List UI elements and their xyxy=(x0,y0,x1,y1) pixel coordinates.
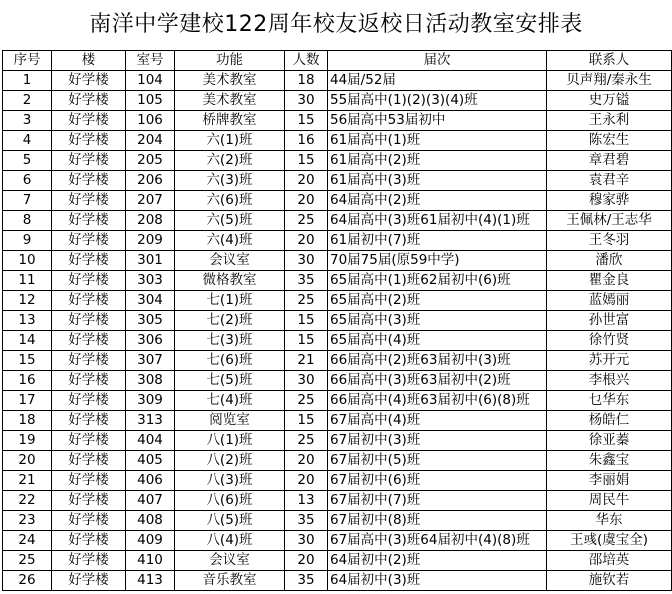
cell-count: 15 xyxy=(285,151,328,171)
cell-index: 8 xyxy=(3,211,52,231)
cell-class: 65届高中(3)班 xyxy=(328,311,547,331)
cell-room: 104 xyxy=(126,71,175,91)
cell-function: 八(2)班 xyxy=(175,451,285,471)
cell-count: 20 xyxy=(285,231,328,251)
cell-count: 30 xyxy=(285,91,328,111)
cell-building: 好学楼 xyxy=(52,91,126,111)
cell-class: 65届高中(2)班 xyxy=(328,291,547,311)
cell-count: 15 xyxy=(285,111,328,131)
cell-contact: 蓝嫣丽 xyxy=(547,291,672,311)
cell-count: 20 xyxy=(285,451,328,471)
cell-contact: 李根兴 xyxy=(547,371,672,391)
cell-count: 20 xyxy=(285,191,328,211)
column-header: 联系人 xyxy=(547,51,672,71)
cell-class: 66届高中(2)班63届初中(3)班 xyxy=(328,351,547,371)
cell-class: 67届初中(5)班 xyxy=(328,451,547,471)
cell-contact: 孙世富 xyxy=(547,311,672,331)
cell-function: 六(4)班 xyxy=(175,231,285,251)
cell-contact: 乜华东 xyxy=(547,391,672,411)
cell-count: 18 xyxy=(285,71,328,91)
cell-building: 好学楼 xyxy=(52,251,126,271)
cell-class: 61届初中(7)班 xyxy=(328,231,547,251)
cell-count: 16 xyxy=(285,131,328,151)
cell-index: 16 xyxy=(3,371,52,391)
cell-contact: 李丽娟 xyxy=(547,471,672,491)
cell-count: 15 xyxy=(285,331,328,351)
cell-function: 七(1)班 xyxy=(175,291,285,311)
cell-count: 35 xyxy=(285,511,328,531)
table-row xyxy=(3,191,672,211)
cell-room: 313 xyxy=(126,411,175,431)
header-row xyxy=(3,51,672,71)
cell-function: 六(3)班 xyxy=(175,171,285,191)
cell-building: 好学楼 xyxy=(52,431,126,451)
cell-index: 9 xyxy=(3,231,52,251)
cell-function: 会议室 xyxy=(175,551,285,571)
cell-room: 406 xyxy=(126,471,175,491)
cell-class: 67届高中(3)班64届初中(4)(8)班 xyxy=(328,531,547,551)
column-header: 功能 xyxy=(175,51,285,71)
cell-class: 66届高中(4)班63届初中(6)(8)班 xyxy=(328,391,547,411)
cell-index: 24 xyxy=(3,531,52,551)
table-row xyxy=(3,331,672,351)
cell-index: 12 xyxy=(3,291,52,311)
cell-contact: 周民牛 xyxy=(547,491,672,511)
cell-class: 70届75届(原59中学) xyxy=(328,251,547,271)
cell-index: 26 xyxy=(3,571,52,591)
cell-class: 61届高中(2)班 xyxy=(328,151,547,171)
cell-index: 5 xyxy=(3,151,52,171)
cell-building: 好学楼 xyxy=(52,471,126,491)
table-row xyxy=(3,71,672,91)
page-title: 南洋中学建校122周年校友返校日活动教室安排表 xyxy=(89,12,583,37)
cell-room: 309 xyxy=(126,391,175,411)
cell-class: 64届初中(3)班 xyxy=(328,571,547,591)
cell-count: 25 xyxy=(285,211,328,231)
cell-room: 405 xyxy=(126,451,175,471)
table-body xyxy=(3,71,672,591)
table-row xyxy=(3,391,672,411)
cell-building: 好学楼 xyxy=(52,571,126,591)
table-row xyxy=(3,551,672,571)
cell-function: 八(3)班 xyxy=(175,471,285,491)
table-row xyxy=(3,231,672,251)
cell-contact: 潘欣 xyxy=(547,251,672,271)
cell-index: 11 xyxy=(3,271,52,291)
cell-contact: 穆家骅 xyxy=(547,191,672,211)
cell-building: 好学楼 xyxy=(52,391,126,411)
cell-class: 67届高中(4)班 xyxy=(328,411,547,431)
column-header: 届次 xyxy=(328,51,547,71)
cell-function: 七(6)班 xyxy=(175,351,285,371)
cell-room: 308 xyxy=(126,371,175,391)
cell-contact: 袁君辛 xyxy=(547,171,672,191)
cell-building: 好学楼 xyxy=(52,271,126,291)
cell-room: 204 xyxy=(126,131,175,151)
cell-room: 409 xyxy=(126,531,175,551)
cell-function: 八(6)班 xyxy=(175,491,285,511)
cell-class: 67届初中(7)班 xyxy=(328,491,547,511)
table-row xyxy=(3,411,672,431)
cell-index: 21 xyxy=(3,471,52,491)
cell-function: 美术教室 xyxy=(175,91,285,111)
cell-contact: 杨皓仁 xyxy=(547,411,672,431)
cell-class: 64届高中(3)班61届初中(4)(1)班 xyxy=(328,211,547,231)
cell-index: 3 xyxy=(3,111,52,131)
table-row xyxy=(3,171,672,191)
cell-function: 会议室 xyxy=(175,251,285,271)
cell-room: 207 xyxy=(126,191,175,211)
cell-index: 13 xyxy=(3,311,52,331)
cell-function: 六(1)班 xyxy=(175,131,285,151)
cell-index: 18 xyxy=(3,411,52,431)
cell-building: 好学楼 xyxy=(52,491,126,511)
cell-room: 105 xyxy=(126,91,175,111)
table-row xyxy=(3,351,672,371)
table-row xyxy=(3,431,672,451)
cell-building: 好学楼 xyxy=(52,351,126,371)
table-row xyxy=(3,251,672,271)
cell-count: 25 xyxy=(285,431,328,451)
cell-building: 好学楼 xyxy=(52,211,126,231)
cell-index: 10 xyxy=(3,251,52,271)
cell-building: 好学楼 xyxy=(52,311,126,331)
cell-count: 30 xyxy=(285,531,328,551)
table-row xyxy=(3,311,672,331)
cell-contact: 贝声翔/秦永生 xyxy=(547,71,672,91)
table-row xyxy=(3,131,672,151)
cell-building: 好学楼 xyxy=(52,451,126,471)
cell-building: 好学楼 xyxy=(52,191,126,211)
cell-function: 桥牌教室 xyxy=(175,111,285,131)
cell-room: 407 xyxy=(126,491,175,511)
cell-class: 66届高中(3)班63届初中(2)班 xyxy=(328,371,547,391)
cell-count: 35 xyxy=(285,271,328,291)
table-row xyxy=(3,271,672,291)
cell-class: 67届初中(8)班 xyxy=(328,511,547,531)
schedule-table xyxy=(2,50,672,591)
cell-contact: 史万镒 xyxy=(547,91,672,111)
cell-function: 八(5)班 xyxy=(175,511,285,531)
cell-count: 30 xyxy=(285,371,328,391)
cell-count: 20 xyxy=(285,171,328,191)
cell-count: 35 xyxy=(285,571,328,591)
cell-room: 205 xyxy=(126,151,175,171)
cell-function: 微格教室 xyxy=(175,271,285,291)
cell-function: 七(4)班 xyxy=(175,391,285,411)
column-header: 室号 xyxy=(126,51,175,71)
cell-count: 20 xyxy=(285,551,328,571)
cell-room: 304 xyxy=(126,291,175,311)
cell-contact: 苏开元 xyxy=(547,351,672,371)
cell-class: 61届高中(3)班 xyxy=(328,171,547,191)
title-row xyxy=(0,0,672,50)
cell-contact: 邵培英 xyxy=(547,551,672,571)
cell-room: 413 xyxy=(126,571,175,591)
cell-building: 好学楼 xyxy=(52,71,126,91)
cell-function: 音乐教室 xyxy=(175,571,285,591)
cell-count: 25 xyxy=(285,291,328,311)
cell-index: 20 xyxy=(3,451,52,471)
cell-contact: 王永利 xyxy=(547,111,672,131)
cell-building: 好学楼 xyxy=(52,371,126,391)
cell-room: 301 xyxy=(126,251,175,271)
cell-function: 八(4)班 xyxy=(175,531,285,551)
cell-index: 6 xyxy=(3,171,52,191)
cell-class: 44届/52届 xyxy=(328,71,547,91)
cell-index: 15 xyxy=(3,351,52,371)
cell-contact: 施钦若 xyxy=(547,571,672,591)
cell-contact: 徐亚蓁 xyxy=(547,431,672,451)
table-row xyxy=(3,291,672,311)
cell-contact: 王佩林/王志华 xyxy=(547,211,672,231)
cell-function: 七(5)班 xyxy=(175,371,285,391)
cell-function: 六(2)班 xyxy=(175,151,285,171)
column-header: 序号 xyxy=(3,51,52,71)
cell-function: 六(6)班 xyxy=(175,191,285,211)
table-row xyxy=(3,211,672,231)
cell-contact: 朱鑫宝 xyxy=(547,451,672,471)
table-row xyxy=(3,471,672,491)
cell-room: 305 xyxy=(126,311,175,331)
table-row xyxy=(3,571,672,591)
cell-function: 七(3)班 xyxy=(175,331,285,351)
cell-count: 15 xyxy=(285,311,328,331)
cell-building: 好学楼 xyxy=(52,531,126,551)
cell-building: 好学楼 xyxy=(52,231,126,251)
cell-class: 64届初中(2)班 xyxy=(328,551,547,571)
cell-room: 307 xyxy=(126,351,175,371)
cell-room: 410 xyxy=(126,551,175,571)
column-header: 楼 xyxy=(52,51,126,71)
cell-function: 七(2)班 xyxy=(175,311,285,331)
cell-count: 30 xyxy=(285,251,328,271)
cell-count: 15 xyxy=(285,411,328,431)
cell-building: 好学楼 xyxy=(52,291,126,311)
cell-class: 65届高中(1)班62届初中(6)班 xyxy=(328,271,547,291)
cell-building: 好学楼 xyxy=(52,171,126,191)
cell-building: 好学楼 xyxy=(52,511,126,531)
cell-building: 好学楼 xyxy=(52,411,126,431)
table-row xyxy=(3,511,672,531)
cell-index: 22 xyxy=(3,491,52,511)
cell-class: 65届高中(4)班 xyxy=(328,331,547,351)
cell-index: 4 xyxy=(3,131,52,151)
cell-count: 13 xyxy=(285,491,328,511)
cell-count: 21 xyxy=(285,351,328,371)
cell-room: 306 xyxy=(126,331,175,351)
cell-building: 好学楼 xyxy=(52,551,126,571)
cell-function: 美术教室 xyxy=(175,71,285,91)
cell-count: 20 xyxy=(285,471,328,491)
cell-index: 23 xyxy=(3,511,52,531)
cell-index: 19 xyxy=(3,431,52,451)
cell-class: 56届高中53届初中 xyxy=(328,111,547,131)
cell-index: 7 xyxy=(3,191,52,211)
cell-contact: 王彧(虞宝全) xyxy=(547,531,672,551)
cell-room: 206 xyxy=(126,171,175,191)
column-header: 人数 xyxy=(285,51,328,71)
table-row xyxy=(3,531,672,551)
cell-class: 67届初中(6)班 xyxy=(328,471,547,491)
cell-count: 25 xyxy=(285,391,328,411)
cell-room: 209 xyxy=(126,231,175,251)
table-row xyxy=(3,371,672,391)
cell-index: 14 xyxy=(3,331,52,351)
cell-index: 1 xyxy=(3,71,52,91)
cell-class: 61届高中(1)班 xyxy=(328,131,547,151)
cell-building: 好学楼 xyxy=(52,131,126,151)
cell-building: 好学楼 xyxy=(52,151,126,171)
cell-contact: 华东 xyxy=(547,511,672,531)
cell-function: 八(1)班 xyxy=(175,431,285,451)
cell-building: 好学楼 xyxy=(52,331,126,351)
cell-room: 404 xyxy=(126,431,175,451)
cell-function: 六(5)班 xyxy=(175,211,285,231)
cell-contact: 王冬羽 xyxy=(547,231,672,251)
cell-room: 106 xyxy=(126,111,175,131)
cell-contact: 陈宏生 xyxy=(547,131,672,151)
cell-index: 25 xyxy=(3,551,52,571)
cell-building: 好学楼 xyxy=(52,111,126,131)
cell-contact: 瞿金良 xyxy=(547,271,672,291)
cell-room: 408 xyxy=(126,511,175,531)
cell-room: 303 xyxy=(126,271,175,291)
table-row xyxy=(3,111,672,131)
cell-function: 阅览室 xyxy=(175,411,285,431)
cell-index: 17 xyxy=(3,391,52,411)
table-row xyxy=(3,151,672,171)
table-row xyxy=(3,91,672,111)
table-row xyxy=(3,451,672,471)
cell-class: 55届高中(1)(2)(3)(4)班 xyxy=(328,91,547,111)
cell-contact: 章君碧 xyxy=(547,151,672,171)
cell-class: 64届高中(2)班 xyxy=(328,191,547,211)
cell-index: 2 xyxy=(3,91,52,111)
table-row xyxy=(3,491,672,511)
cell-contact: 徐竹贤 xyxy=(547,331,672,351)
cell-room: 208 xyxy=(126,211,175,231)
cell-class: 67届初中(3)班 xyxy=(328,431,547,451)
